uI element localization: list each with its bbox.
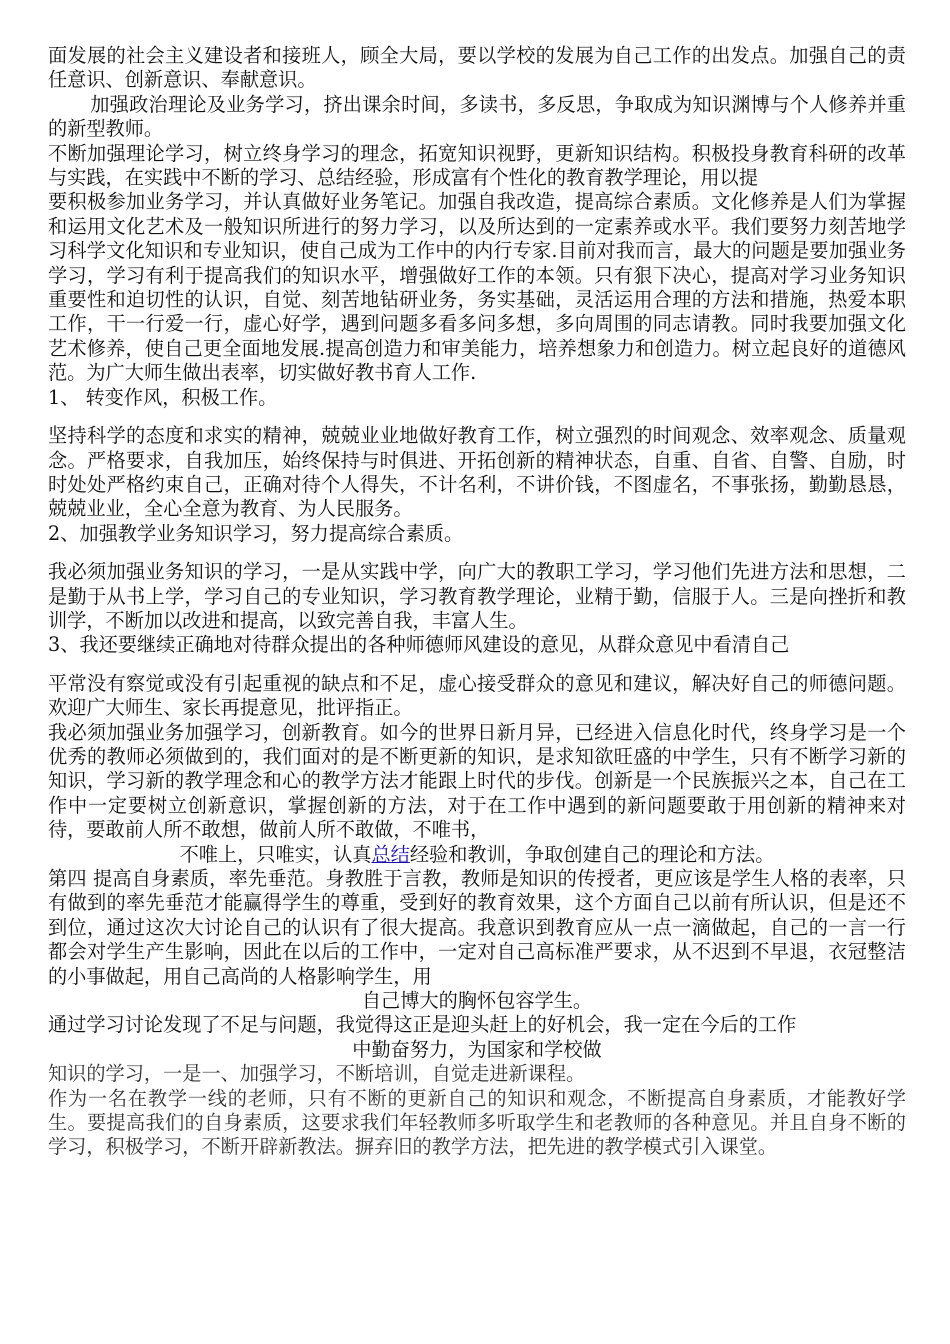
paragraph-knowledge-study: 我必须加强业务知识的学习，一是从实践中学，向广大的教职工学习，学习他们先进方法和思想，二是勤于从书上学，学习自己的专业知识，学习教育教学理论，业精于勤，信服于人。三是向挫折和教训学，不断加以改进和提高，以致完善自我，丰富人生。 (48, 560, 906, 632)
paragraph-innovation-end (48, 843, 906, 867)
heading-1: 1、 转变作风，积极工作。 (48, 385, 278, 409)
paragraph-feedback: 平常没有察觉或没有引起重视的缺点和不足，虚心接受群众的意见和建议，解决好自己的师德问题。欢迎广大师生、家长再提意见，批评指正。 (48, 671, 906, 720)
paragraph-conclusion-end: 中勤奋努力，为国家和学校做 (352, 1037, 602, 1061)
paragraph-fourth-end: 自己博大的胸怀包容学生。 (361, 989, 593, 1013)
paragraph-political-study: 加强政治理论及业务学习，挤出课余时间，多读书，多反思，争取成为知识渊博与个人修养并重的新型教师。 (48, 92, 906, 141)
paragraph-business-study: 要积极参加业务学习，并认真做好业务笔记。加强自我改造，提高综合素质。文化修养是人们为掌握和运用文化艺术及一般知识所进行的努力学习，以及所达到的一定素养或水平。我们要努力刻苦地学习科学文化知识和专业知识，使自己成为工作中的内行专家.目前对我而言，最大的问题是要加强业务学习，学习有利于提高我们的知识水平，增强做好工作的本领。只有狠下决心，提高对学习业务知识重要性和迫切性的认识，自觉、刻苦地钻研业务，务实基础，灵活运用合理的方法和措施，热爱本职工作，干一行爱一行，虚心好学，遇到问题多看多问多想，多向周围的同志请教。同时我要加强文化艺术修养，使自己更全面地发展.提高创造力和审美能力，培养想象力和创造力。树立起良好的道德风范。为广大师生做出表率，切实做好教书育人工作. (48, 190, 906, 385)
paragraph-innovation: 我必须加强业务加强学习，创新教育。如今的世界日新月异，已经进入信息化时代，终身学习是一个优秀的教师必须做到的，我们面对的是不断更新的知识，是求知欲旺盛的中学生，只有不断学习新的知识，学习新的教学理念和心的教学方法才能跟上时代的步伐。创新是一个民族振兴之本，自己在工作中一定要树立创新意识，掌握创新的方法，对于在工作中遇到的新问题要敢于用创新的精神来对待，要敢前人所不敢想，做前人所不敢做，不唯书， (48, 720, 906, 842)
paragraph-fourth: 第四 提高自身素质，率先垂范。身教胜于言教，教师是知识的传授者，更应该是学生人格的表率，只有做到的率先垂范才能赢得学生的尊重，受到好的教育效果，这个方面自己以前有所认识，但是还不到位，通过这次大讨论自己的认识有了很大提高。我意识到教育应从一点一滴做起，自己的一言一行都会对学生产生影响，因此在以后的工作中，一定对自己高标准严要求，从不迟到不早退，衣冠整洁的小事做起，用自己高尚的人格影响学生，用 (48, 867, 906, 988)
text-after-link: 经验和教训，争取创建自己的理论和方法。 (409, 842, 775, 866)
text-before-link: 不唯上，只唯实，认真 (179, 842, 372, 866)
paragraph-training: 知识的学习，一是一、加强学习，不断培训，自觉走进新课程。 (48, 1062, 586, 1086)
paragraph-theory-study: 不断加强理论学习，树立终身学习的理念，拓宽知识视野，更新知识结构。积极投身教育科研的改革与实践，在实践中不断的学习、总结经验，形成富有个性化的教育教学理论，用以提 (48, 141, 906, 190)
paragraph-work-style: 坚持科学的态度和求实的精神，兢兢业业地做好教育工作，树立强烈的时间观念、效率观念、质量观念。严格要求，自我加压，始终保持与时俱进、开拓创新的精神状态，自重、自省、自警、自励，时时处处严格约束自己，正确对待个人得失，不计名利，不讲价钱，不图虚名，不事张扬，勤勤恳恳，兢兢业业，全心全意为教育、为人民服务。 (48, 424, 906, 521)
paragraph-conclusion: 通过学习讨论发现了不足与问题，我觉得这正是迎头赶上的好机会，我一定在今后的工作 (48, 1013, 797, 1037)
heading-3: 3、我还要继续正确地对待群众提出的各种师德师风建设的意见，从群众意见中看清自己 (48, 633, 790, 657)
summary-link[interactable]: 总结 (371, 842, 410, 866)
paragraph-teacher-quality: 作为一名在教学一线的老师，只有不断的更新自己的知识和观念，不断提高自身素质，才能教好学生。要提高我们的自身素质，这要求我们年轻教师多听取学生和老教师的各种意见。并且自身不断的学习，积极学习，不断开辟新教法。摒弃旧的教学方法，把先进的教学模式引入课堂。 (48, 1086, 906, 1159)
heading-2: 2、加强教学业务知识学习，努力提高综合素质。 (48, 521, 464, 545)
paragraph-opening: 面发展的社会主义建设者和接班人，顾全大局，要以学校的发展为自己工作的出发点。加强自己的责任意识、创新意识、奉献意识。 (48, 44, 906, 92)
